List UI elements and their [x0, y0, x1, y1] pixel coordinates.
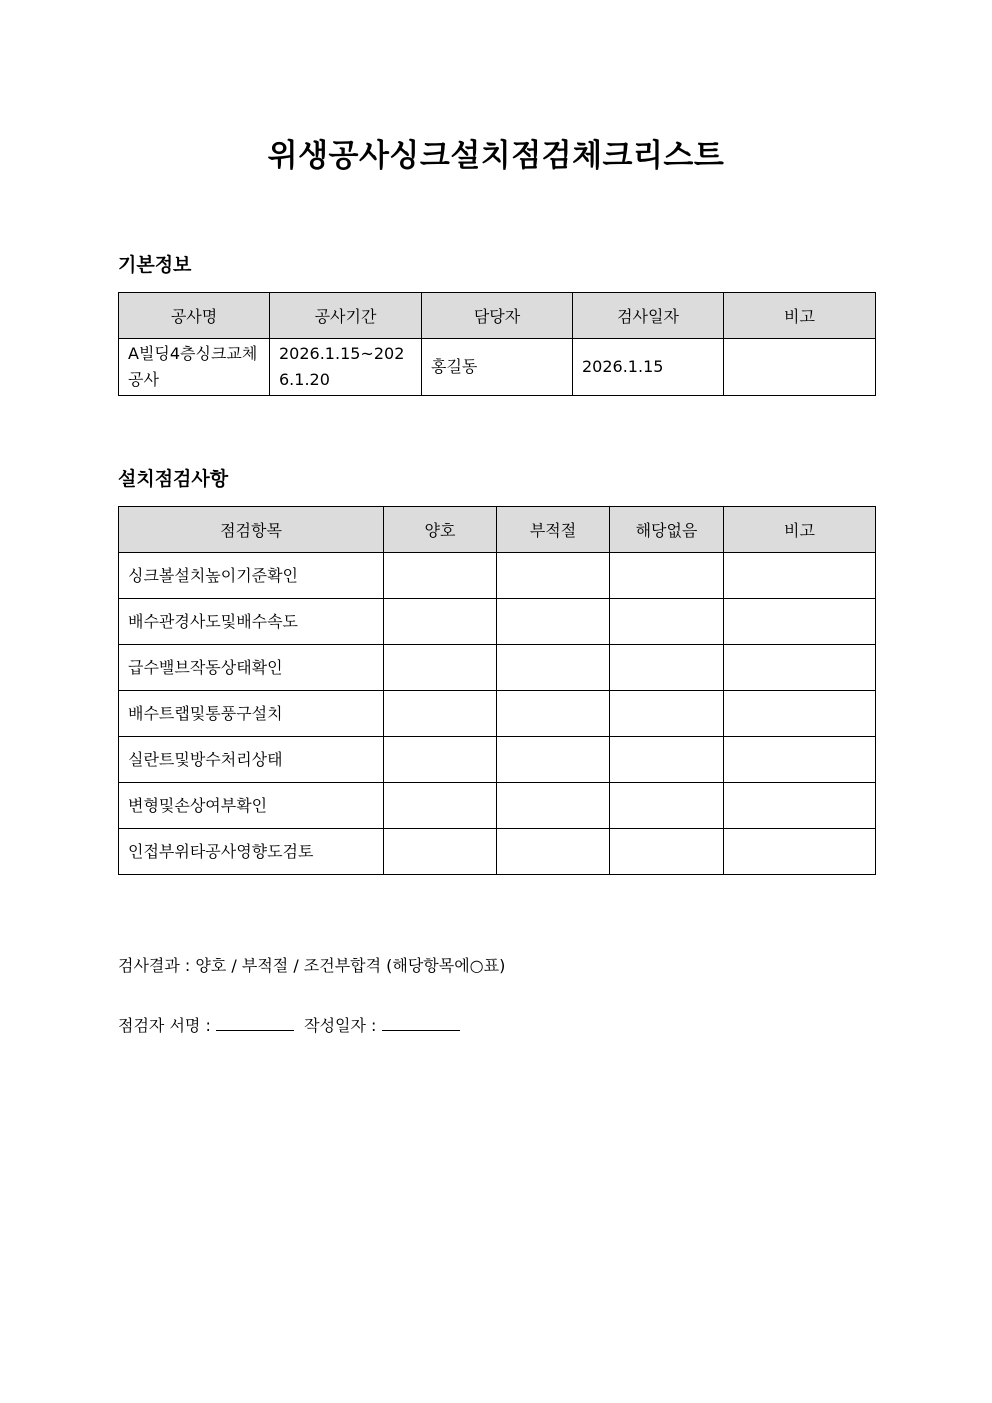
- cell-inappropriate[interactable]: [497, 737, 610, 783]
- header-remarks: 비고: [724, 507, 876, 553]
- table-row: [119, 645, 876, 691]
- table-row: [119, 737, 876, 783]
- cell-not-applicable[interactable]: [610, 599, 724, 645]
- table-row: [119, 691, 876, 737]
- cell-remarks[interactable]: [724, 599, 876, 645]
- check-item-label: 변형및손상여부확인: [119, 783, 384, 829]
- header-inspection-date: 검사일자: [573, 293, 724, 339]
- cell-inspection-date[interactable]: 2026.1.15: [573, 339, 724, 396]
- cell-inappropriate[interactable]: [497, 829, 610, 875]
- header-not-applicable: 해당없음: [610, 507, 724, 553]
- table-row: [119, 829, 876, 875]
- basic-info-table: [118, 292, 876, 396]
- written-date-label: 작성일자 :: [293, 1016, 382, 1035]
- check-item-label: 배수관경사도및배수속도: [119, 599, 384, 645]
- cell-good[interactable]: [384, 691, 497, 737]
- cell-inappropriate[interactable]: [497, 783, 610, 829]
- cell-period[interactable]: 2026.1.15~2026.1.20: [270, 339, 422, 396]
- header-good: 양호: [384, 507, 497, 553]
- cell-good[interactable]: [384, 829, 497, 875]
- cell-project-name[interactable]: A빌딩4층싱크교체공사: [119, 339, 270, 396]
- header-manager: 담당자: [422, 293, 573, 339]
- header-project-name: 공사명: [119, 293, 270, 339]
- check-item-label: 싱크볼설치높이기준확인: [119, 553, 384, 599]
- header-remarks: 비고: [724, 293, 876, 339]
- inspection-table: [118, 506, 876, 875]
- header-inappropriate: 부적절: [497, 507, 610, 553]
- cell-inappropriate[interactable]: [497, 691, 610, 737]
- check-item-label: 인접부위타공사영향도검토: [119, 829, 384, 875]
- cell-good[interactable]: [384, 783, 497, 829]
- cell-good[interactable]: [384, 737, 497, 783]
- inspector-signature-label: 점검자 서명 :: [118, 1016, 216, 1035]
- table-header-row: [119, 507, 876, 553]
- header-check-item: 점검항목: [119, 507, 384, 553]
- cell-not-applicable[interactable]: [610, 645, 724, 691]
- check-item-label: 급수밸브작동상태확인: [119, 645, 384, 691]
- table-header-row: [119, 293, 876, 339]
- cell-not-applicable[interactable]: [610, 737, 724, 783]
- cell-good[interactable]: [384, 599, 497, 645]
- cell-remarks[interactable]: [724, 339, 876, 396]
- table-row: [119, 339, 876, 396]
- check-item-label: 배수트랩및통풍구설치: [119, 691, 384, 737]
- cell-remarks[interactable]: [724, 645, 876, 691]
- cell-not-applicable[interactable]: [610, 829, 724, 875]
- check-item-label: 실란트및방수처리상태: [119, 737, 384, 783]
- cell-manager[interactable]: 홍길동: [422, 339, 573, 396]
- table-row: [119, 553, 876, 599]
- cell-not-applicable[interactable]: [610, 691, 724, 737]
- cell-inappropriate[interactable]: [497, 599, 610, 645]
- cell-remarks[interactable]: [724, 829, 876, 875]
- cell-inappropriate[interactable]: [497, 645, 610, 691]
- header-period: 공사기간: [270, 293, 422, 339]
- written-date-field[interactable]: [382, 1016, 460, 1031]
- cell-inappropriate[interactable]: [497, 553, 610, 599]
- cell-not-applicable[interactable]: [610, 783, 724, 829]
- page-title: 위생공사싱크설치점검체크리스트: [267, 138, 725, 174]
- cell-remarks[interactable]: [724, 691, 876, 737]
- section-title-inspection: 설치점검사항: [118, 468, 229, 490]
- section-title-basic-info: 기본정보: [118, 254, 192, 276]
- signature-line: [118, 1015, 460, 1037]
- cell-good[interactable]: [384, 553, 497, 599]
- cell-remarks[interactable]: [724, 553, 876, 599]
- cell-not-applicable[interactable]: [610, 553, 724, 599]
- table-row: [119, 599, 876, 645]
- inspector-signature-field[interactable]: [216, 1016, 294, 1031]
- table-row: [119, 783, 876, 829]
- cell-remarks[interactable]: [724, 783, 876, 829]
- cell-remarks[interactable]: [724, 737, 876, 783]
- cell-good[interactable]: [384, 645, 497, 691]
- inspection-result-line: 검사결과 : 양호 / 부적절 / 조건부합격 (해당항목에○표): [118, 956, 506, 975]
